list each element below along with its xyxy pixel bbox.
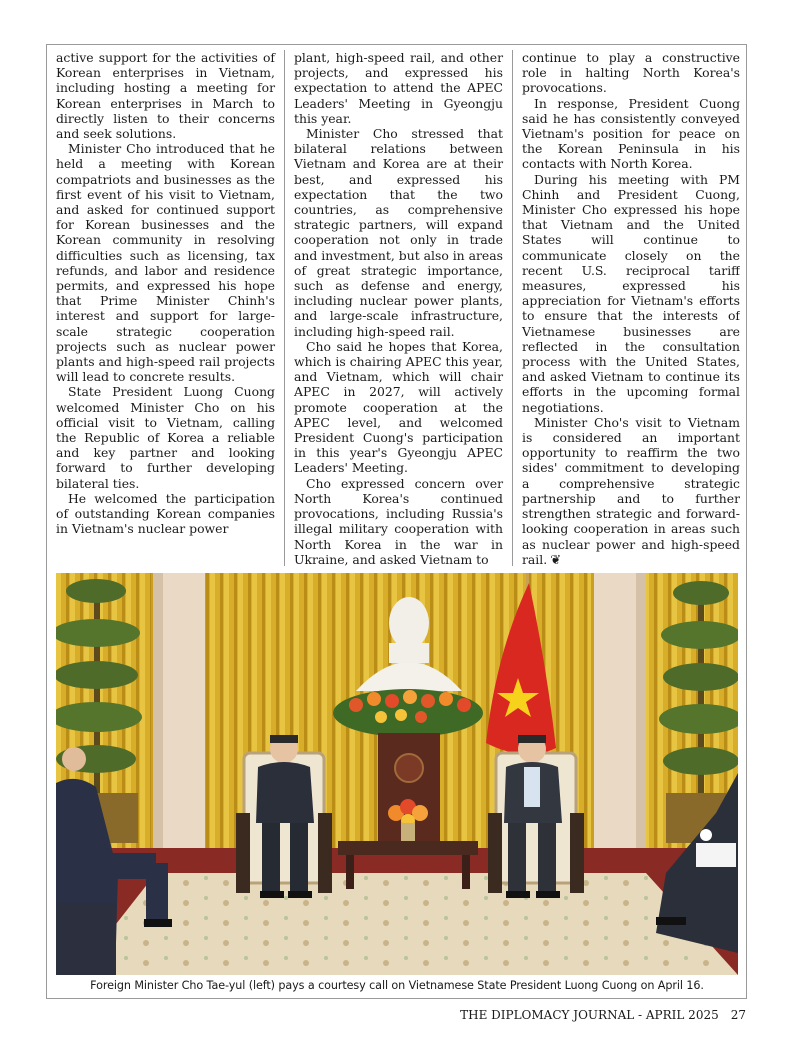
paragraph-text: plant, high-speed rail, and other projects, and expressed his expectation to attend the APEC Leaders' Meeting in Gyeongju this year. xyxy=(294,50,503,126)
article-paragraph xyxy=(522,415,740,566)
article-column-1 xyxy=(56,50,284,566)
paragraph-text: continue to play a constructive role in halting North Korea's provocations. xyxy=(522,50,740,96)
paragraph-text: He welcomed the participation of outstanding Korean companies in Vietnam's nuclear power xyxy=(56,490,275,537)
paragraph-text: active support for the activities of Korean enterprises in Vietnam, including hosting a meeting for Korean enterprises in March to directly listen to their concerns and seek solutions. xyxy=(56,50,275,142)
article-paragraph xyxy=(522,50,740,96)
meeting-photo xyxy=(56,573,738,975)
paragraph-text: State President Luong Cuong welcomed Minister Cho on his official visit to Vietnam, calling the Republic of Korea a reliable and key partner and looking forward to further developing bilateral ties. xyxy=(56,384,275,491)
photo-caption: Foreign Minister Cho Tae-yul (left) pays a courtesy call on Vietnamese State President Luong Cuong on April 16. xyxy=(90,979,704,992)
end-mark-icon: ❦ xyxy=(550,552,562,566)
article-columns xyxy=(56,50,740,566)
paragraph-text: Minister Cho stressed that bilateral relations between Vietnam and Korea are at their best, and expressed his expectation that the two countries, as comprehensive strategic partners, will expand cooperation not only in trade and investment, but also in areas of great strategic importance, such as defense and energy, including nuclear power plants, and large-scale infrastructure, including high-speed rail. xyxy=(294,126,503,339)
meeting-photo-illustration xyxy=(56,573,738,975)
paragraph-text: Cho said he hopes that Korea, which is chairing APEC this year, and Vietnam, which will chair APEC in 2027, will actively promote cooperation at the APEC level, and welcomed President Cuong's participation in this year's Gyeongju APEC Leaders' Meeting. xyxy=(294,338,503,476)
article-paragraph xyxy=(56,141,275,384)
article-paragraph xyxy=(56,491,275,537)
journal-name: THE DIPLOMACY JOURNAL - APRIL 2025 xyxy=(460,1008,719,1022)
article-paragraph xyxy=(294,50,503,126)
article-paragraph xyxy=(56,384,275,490)
article-column-2 xyxy=(284,50,512,566)
article-paragraph xyxy=(294,476,503,566)
article-paragraph xyxy=(522,172,740,415)
article-paragraph xyxy=(294,339,503,476)
paragraph-text: During his meeting with PM Chinh and President Cuong, Minister Cho expressed his hope that Vietnam and the United States will continue to communicate closely on the recent U.S. reciprocal tariff measures, expressed his appreciation for Vietnam's efforts to ensure that the interests of Vietnamese businesses are reflected in the consultation process with the United States, and asked Vietnam to continue its efforts in the upcoming formal negotiations. xyxy=(522,171,740,415)
paragraph-text: Cho expressed concern over North Korea's continued provocations, including Russia's illegal military cooperation with North Korea in the war in Ukraine, and asked Vietnam to xyxy=(294,475,503,566)
article-paragraph xyxy=(294,126,503,339)
article-paragraph xyxy=(522,96,740,172)
page-number: 27 xyxy=(730,1008,746,1022)
carpet xyxy=(76,873,738,975)
article-paragraph xyxy=(56,50,275,141)
paragraph-text: In response, President Cuong said he has consistently conveyed Vietnam's position for peace on the Korean Peninsula in his contacts with North Korea. xyxy=(522,95,740,172)
paragraph-text: Minister Cho introduced that he held a meeting with Korean compatriots and businesses as the first event of his visit to Vietnam, and asked for continued support for Korean businesses and the Korean community in resolving difficulties such as licensing, tax refunds, and labor and residence permits, and expressed his hope that Prime Minister Chinh's interest and support for large-scale strategic cooperation projects such as nuclear power plants and high-speed rail projects will lead to concrete results. xyxy=(56,141,275,385)
article-column-3 xyxy=(512,50,740,566)
paragraph-text: Minister Cho's visit to Vietnam is considered an important opportunity to reaffirm the two sides' commitment to developing a comprehensive strategic partnership and to further strengthen strategic and forward-looking cooperation in areas such as nuclear power and high-speed rail. xyxy=(522,414,740,566)
page-footer xyxy=(460,1008,746,1022)
flower-arrangement xyxy=(333,689,483,737)
